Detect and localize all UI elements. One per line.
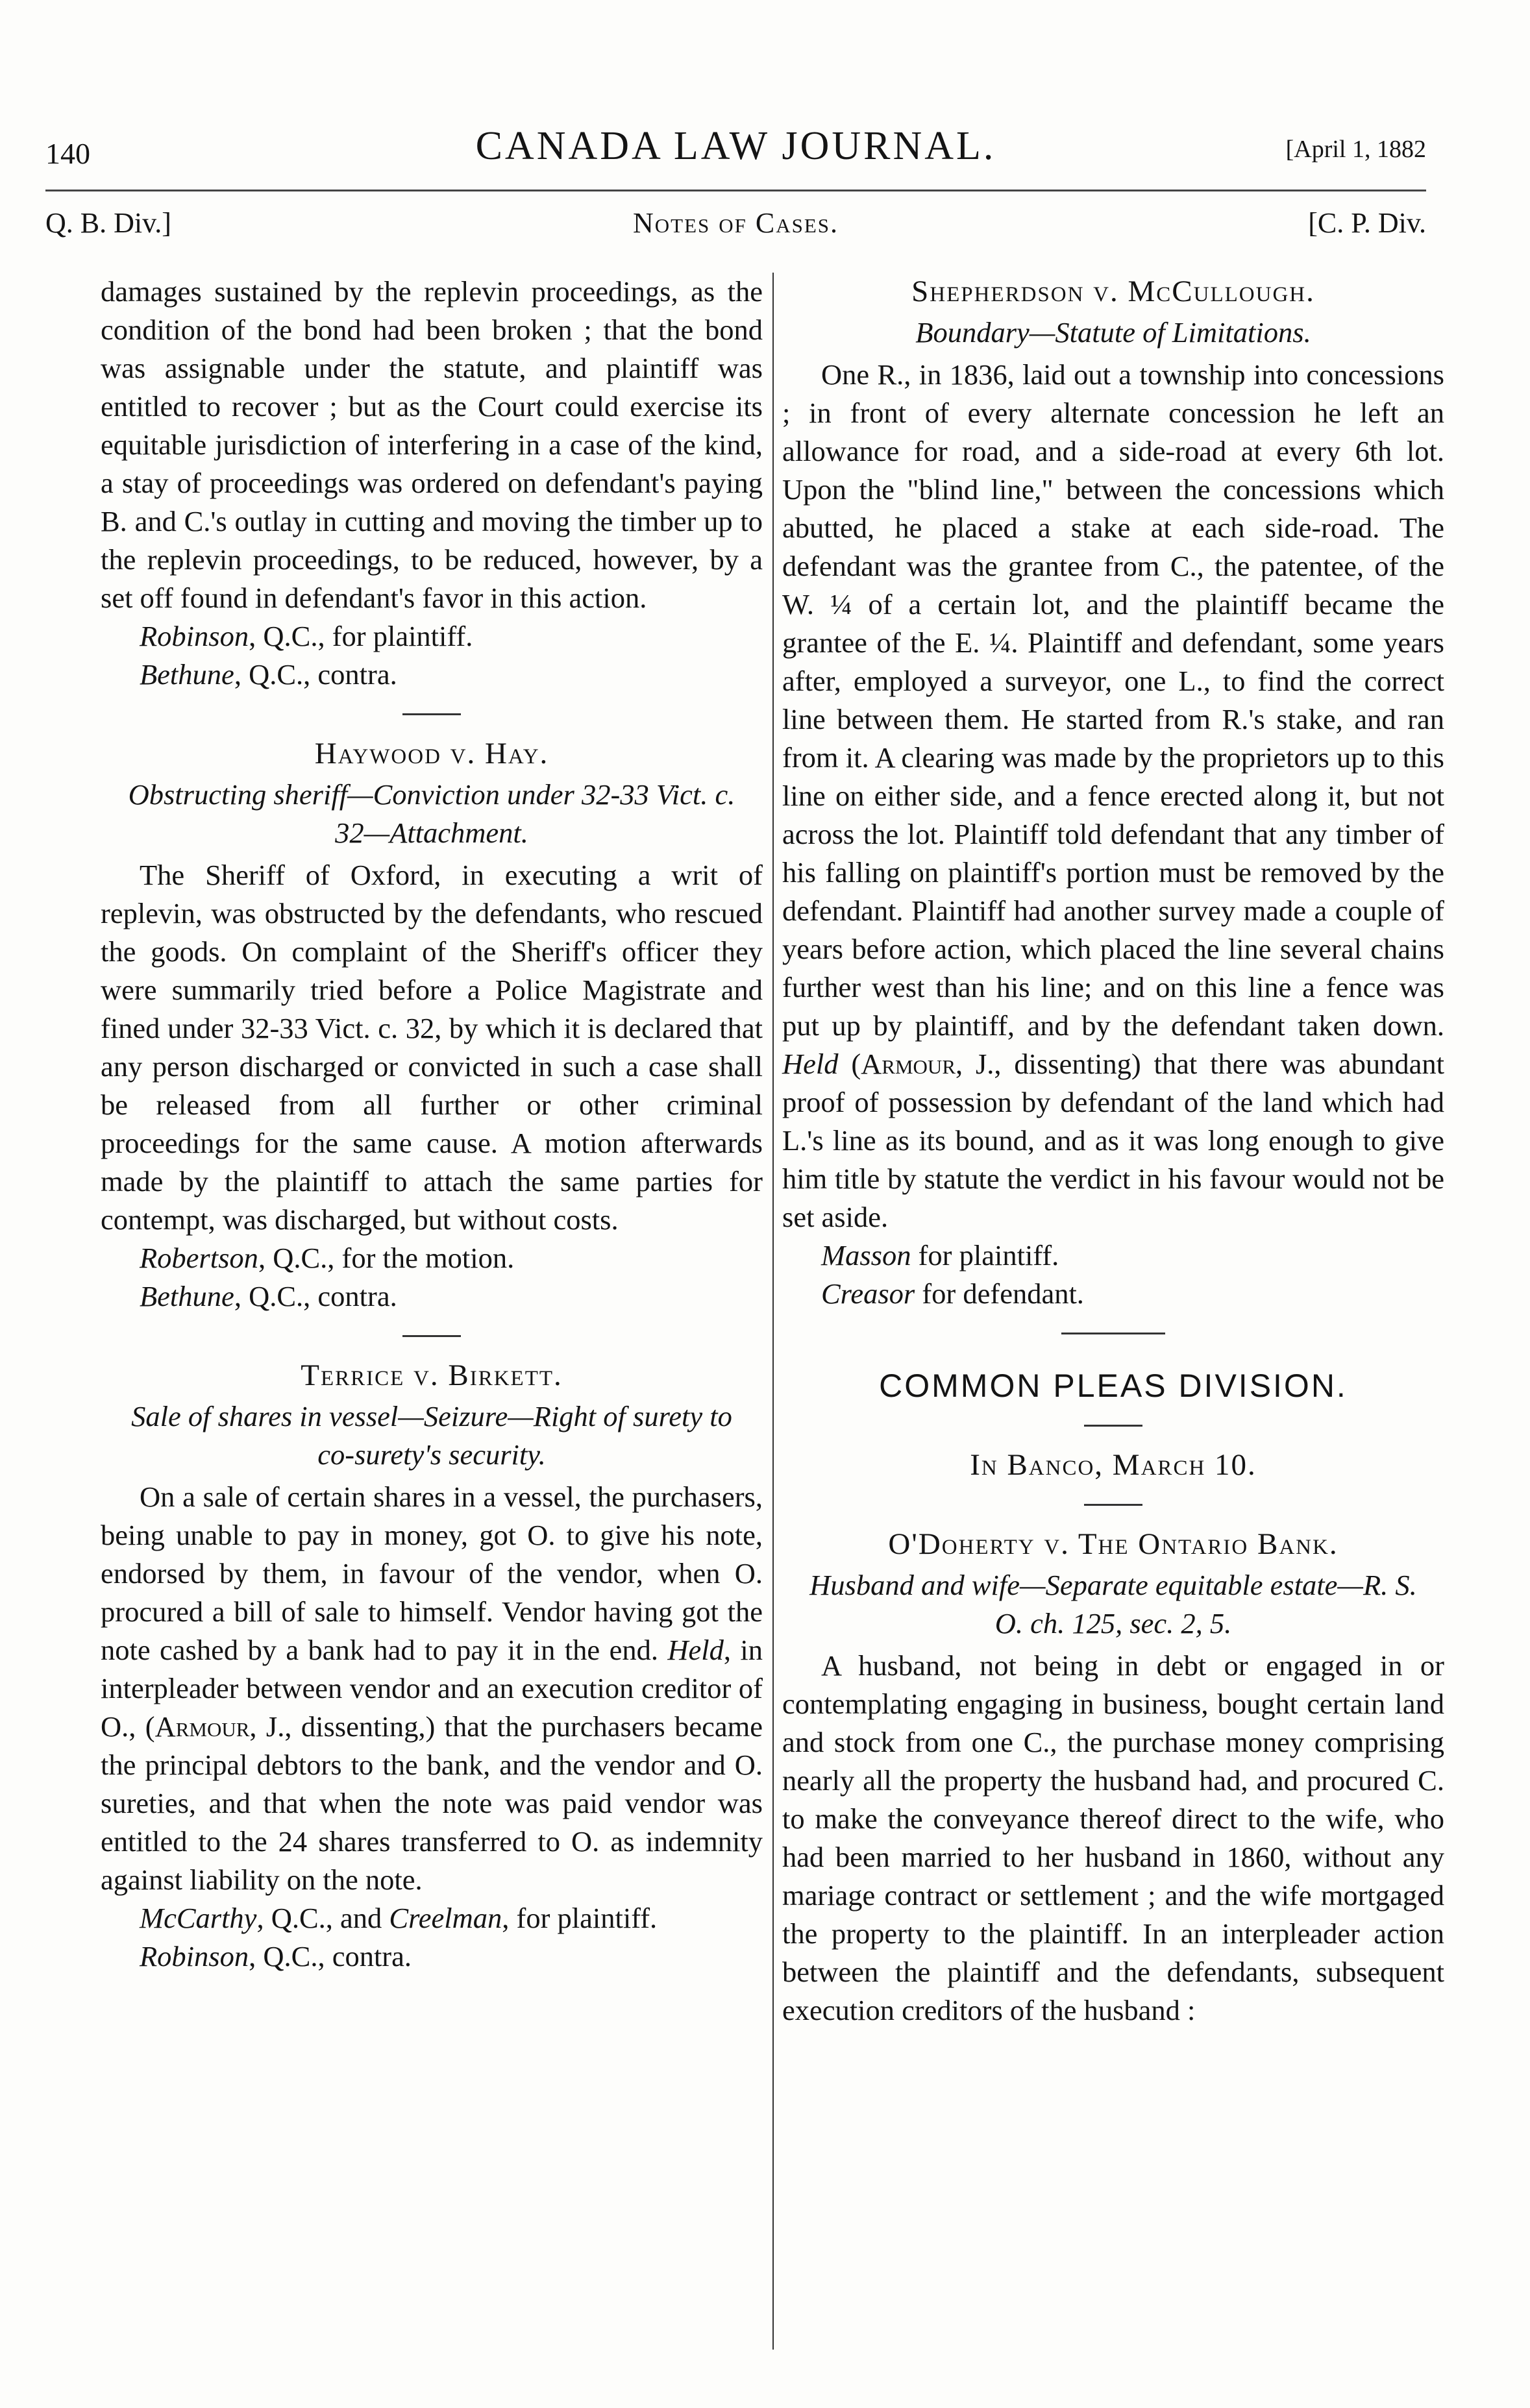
counsel-role: for defendant. [915,1277,1084,1310]
section-title: Notes of Cases. [632,207,839,239]
counsel-role: , Q.C., contra. [234,1280,397,1312]
division-separator [1061,1333,1165,1334]
page-number: 140 [45,137,90,170]
case-body: damages sustained by the replevin proceedings, as the condition of the bond had been broken ; that the bond was assignable under the statute, and plaintiff was entitled to recover ; but as the Court could exercise its equitable jurisdiction of interfering in a case of the kind, a stay of proceedings was ordered on defendant's paying B. and C.'s outlay in cutting and moving the timber up to the replevin proceedings, to be reduced, however, by a set off found in defendant's favor in this action. [101,275,763,614]
counsel-role: , Q.C., for plaintiff. [249,620,473,652]
title-rule [1084,1425,1142,1427]
counsel-line [140,617,763,656]
title-rule [1084,1504,1142,1506]
counsel-name: Creelman [389,1902,502,1934]
journal-title: CANADA LAW JOURNAL. [475,124,996,168]
case-body: A husband, not being in debt or engaged in or contemplating engaging in business, bought certain land and stock from one C., the purchase money comprising nearly all the property the husband had, and procured C. to make the conveyance thereof direct to the wife, who had been married to her husband in 1860, without any mariage contract or settlement ; and the wife mortgaged the property to the plaintiff. In an interpleader action between the plaintiff and the defendants, subsequent execution creditors of the husband : [782,1649,1444,2026]
counsel-line [140,1277,763,1316]
counsel-role: , Q.C., contra. [234,658,397,691]
counsel-name: McCarthy [140,1902,257,1934]
case-body: One R., in 1836, laid out a township into concessions ; in front of every alternate concession he left an allowance for road, and a side-road at every 6th lot. Upon the "blind line," between the concessions which abutted, he placed a stake at each side-road. The defendant was the grantee from C., the patentee, of the W. ¼ of a certain lot, and the plaintiff became the grantee of the E. ¼. Plaintiff and defendant, some years after, employed a surveyor, one L., to find the correct line between them. He started from R.'s stake, and ran from it. A clearing was made by the proprietors up to this line on either side, and a fence erected along it, but not across the lot. Plaintiff told defendant that any timber of his falling on plaintiff's portion must be removed by the defendant. Plaintiff had another survey made a couple of years before action, which placed the line several chains further west than his line; and on this line a fence was put up by plaintiff, and by the defendant taken down. Held (Armour, J., dissenting) that there was abundant proof of possession by defendant of the land which had L.'s line as its bound, and as it was long enough to give him title by statute the verdict in his favour would not be set aside. [782,358,1444,1233]
counsel-name: Bethune [140,658,234,691]
counsel-line [821,1236,1444,1275]
case-separator [402,713,461,715]
case-body: On a sale of certain shares in a vessel, the purchasers, being unable to pay in money, got O. to give his note, endorsed by them, in favour of the vendor, when O. procured a bill of sale to himself. Vendor having got the note cashed by a bank had to pay it in the end. Held, in interpleader between vendor and an execution creditor of O., (Armour, J., dissenting,) that the purchasers became the principal debtors to the bank, and the vendor and O. sureties, and that when the note was paid vendor was entitled to the 24 shares transferred to O. as indemnity against liability on the note. [101,1480,763,1896]
case-title: Haywood v. Hay. [314,737,549,770]
counsel-line [821,1275,1444,1313]
counsel-role: , for plaintiff. [502,1902,658,1934]
case-separator [402,1335,461,1337]
counsel-line: McCarthy, Q.C., and Creelman, for plaintiff. [140,1902,658,1934]
counsel-name: Robinson [140,620,249,652]
counsel-line [140,1239,763,1277]
counsel-line [140,656,763,694]
case-headnote: Sale of shares in vessel—Seizure—Right of surety to co-surety's security. [131,1400,732,1471]
header-rule [45,190,1426,191]
case-headnote: Obstructing sheriff—Conviction under 32-33 Vict. c. 32—Attachment. [128,778,735,849]
counsel-role: for plaintiff. [911,1239,1059,1272]
counsel-name: Robinson [140,1940,249,1972]
case-title: Terrice v. Birkett. [301,1358,563,1392]
issue-date: [April 1, 1882 [1285,136,1426,163]
counsel-line [140,1937,763,1976]
division-title: COMMON PLEAS DIVISION. [879,1368,1348,1404]
counsel-name: Creasor [821,1277,915,1310]
counsel-name: Bethune [140,1280,234,1312]
case-body: The Sheriff of Oxford, in executing a writ of replevin, was obstructed by the defendants, who rescued the goods. On complaint of the Sheriff's officer they were summarily tried before a Police Magistrate and fined under 32-33 Vict. c. 32, by which it is declared that any person discharged or convicted in such a case shall be released from all further or other criminal proceedings for the same cause. A motion afterwards made by the plaintiff to attach the same parties for contempt, was discharged, but without costs. [101,859,763,1236]
counsel-role: , Q.C., contra. [249,1940,412,1972]
section-head [45,206,1426,245]
case-headnote: Boundary—Statute of Limitations. [915,316,1311,349]
column-divider [772,273,774,2350]
sitting-title: In Banco, March 10. [970,1448,1257,1482]
right-column [782,273,1444,2030]
counsel-role: , Q.C., for the motion. [258,1242,515,1274]
case-headnote: Husband and wife—Separate equitable estate—R. S. O. ch. 125, sec. 2, 5. [809,1569,1417,1640]
counsel-name: Masson [821,1239,911,1272]
left-division-label: Q. B. Div.] [45,207,171,239]
case-title: Shepherdson v. McCullough. [911,275,1315,308]
counsel-name: Robertson [140,1242,258,1274]
case-title: O'Doherty v. The Ontario Bank. [888,1527,1339,1561]
left-column [101,273,763,1976]
right-division-label: [C. P. Div. [1308,207,1426,239]
running-head [45,123,1426,182]
